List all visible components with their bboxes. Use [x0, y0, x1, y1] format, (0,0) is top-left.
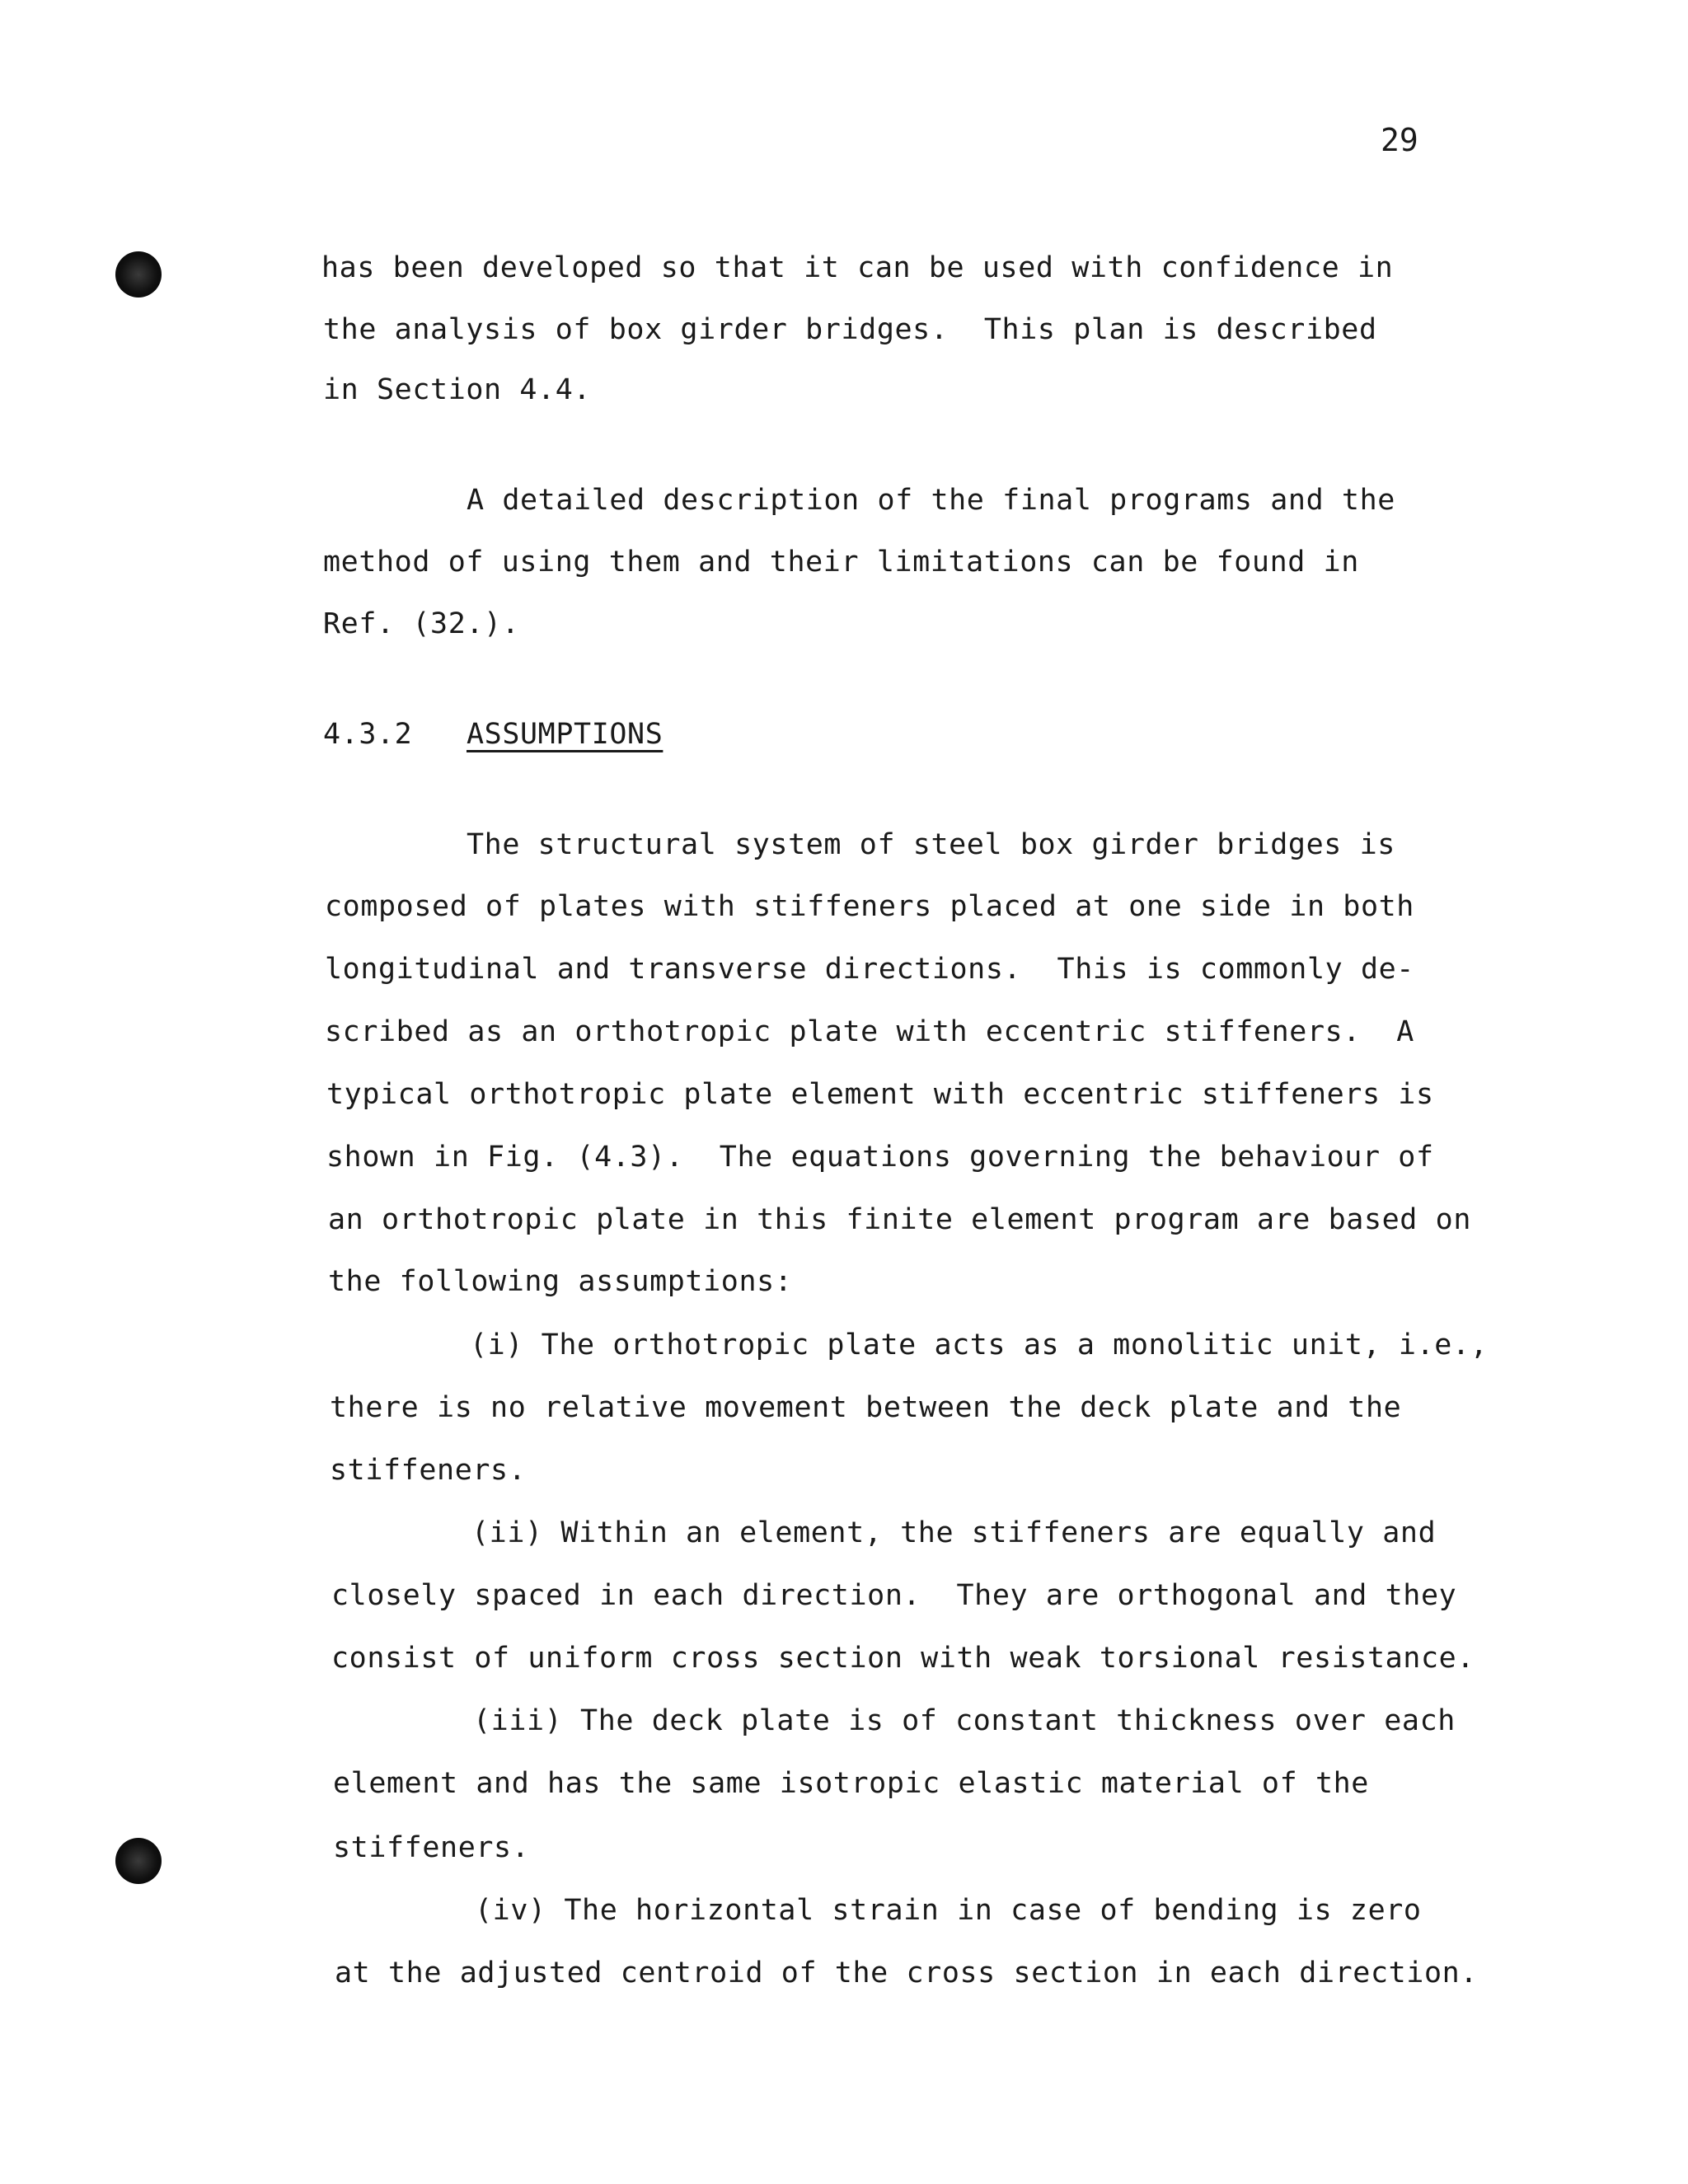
text-line: typical orthotropic plate element with eccentric stiffeners is [326, 1078, 1434, 1111]
text-line: A detailed description of the final programs and the [467, 484, 1395, 517]
text-line: composed of plates with stiffeners placed at one side in both [325, 890, 1414, 923]
text-line: (iv) The horizontal strain in case of bending is zero [475, 1894, 1422, 1927]
text-line: longitudinal and transverse directions. This is commonly de- [325, 953, 1414, 986]
text-line: element and has the same isotropic elastic material of the [333, 1767, 1369, 1800]
text-line: the following assumptions: [328, 1265, 793, 1298]
page-number: 29 [1381, 122, 1418, 158]
text-line: shown in Fig. (4.3). The equations governing the behaviour of [326, 1141, 1434, 1174]
punch-hole-top [115, 251, 162, 298]
text-line: stiffeners. [330, 1454, 527, 1487]
text-line: in Section 4.4. [323, 373, 592, 406]
section-heading-title: ASSUMPTIONS [467, 718, 663, 751]
text-line: has been developed so that it can be used with confidence in [321, 251, 1394, 284]
text-line: Ref. (32.). [323, 607, 520, 640]
punch-hole-bottom [115, 1838, 162, 1884]
text-line: consist of uniform cross section with weak torsional resistance. [331, 1642, 1475, 1675]
text-line: (ii) Within an element, the stiffeners are equally and [471, 1516, 1437, 1549]
text-line: The structural system of steel box girder bridges is [467, 828, 1395, 861]
text-line: (i) The orthotropic plate acts as a monolitic unit, i.e., [470, 1329, 1489, 1361]
text-line: at the adjusted centroid of the cross section in each direction. [335, 1957, 1478, 1990]
text-line: method of using them and their limitations can be found in [323, 546, 1359, 579]
text-line: there is no relative movement between the deck plate and the [330, 1391, 1402, 1424]
text-line: stiffeners. [333, 1831, 530, 1864]
section-heading-number: 4.3.2 [323, 718, 413, 751]
text-line: an orthotropic plate in this finite element program are based on [328, 1203, 1471, 1236]
text-line: closely spaced in each direction. They are orthogonal and they [331, 1579, 1457, 1612]
text-line: (iii) The deck plate is of constant thickness over each [473, 1704, 1456, 1737]
text-line: the analysis of box girder bridges. This plan is described [323, 313, 1377, 346]
text-line: scribed as an orthotropic plate with eccentric stiffeners. A [325, 1015, 1414, 1048]
